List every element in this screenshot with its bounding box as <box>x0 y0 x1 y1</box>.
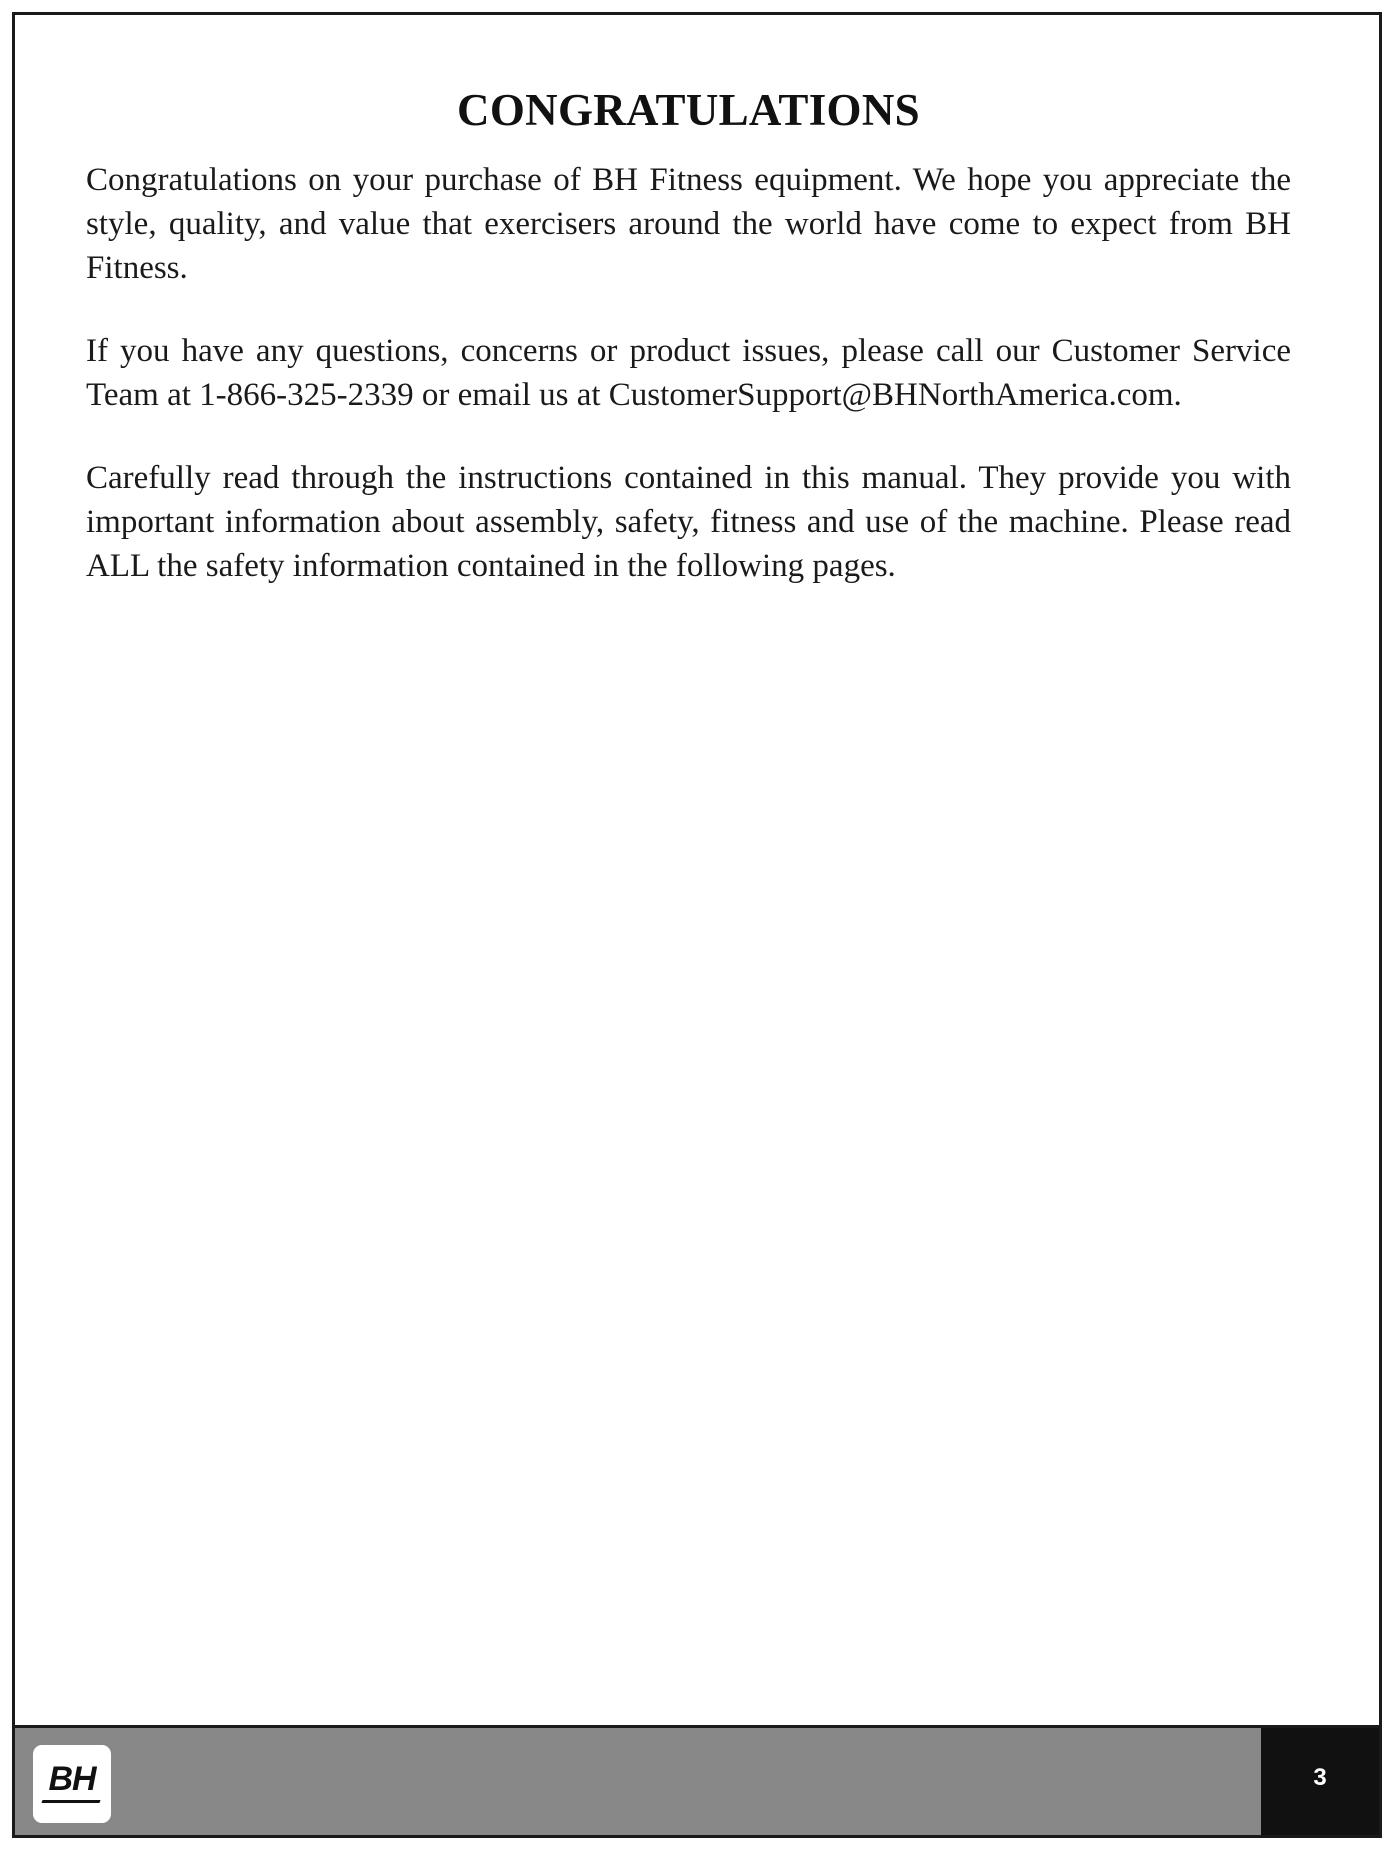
bh-logo-icon <box>33 1745 111 1823</box>
page-number: 3 <box>1313 1764 1327 1791</box>
page-title: CONGRATULATIONS <box>457 85 920 135</box>
page-content <box>86 84 1291 627</box>
logo-text: BH <box>48 1760 96 1798</box>
paragraph-intro: Congratulations on your purchase of BH Fitness equipment. We hope you appreciate the style, quality, and value that exercisers around the world have come to expect from BH Fitness. <box>86 162 1291 286</box>
page-footer <box>15 1725 1379 1835</box>
logo-underline <box>41 1800 100 1803</box>
paragraph-instructions: Carefully read through the instructions contained in this manual. They provide you with important information about assembly, safety, fitness and use of the machine. Please read ALL the safety information contained in the following pages. <box>86 460 1291 584</box>
page-number-box <box>1261 1728 1379 1835</box>
paragraph-contact: If you have any questions, concerns or product issues, please call our Customer Service Team at 1-866-325-2339 or email us at CustomerSupport@BHNorthAmerica.com. <box>86 333 1291 413</box>
